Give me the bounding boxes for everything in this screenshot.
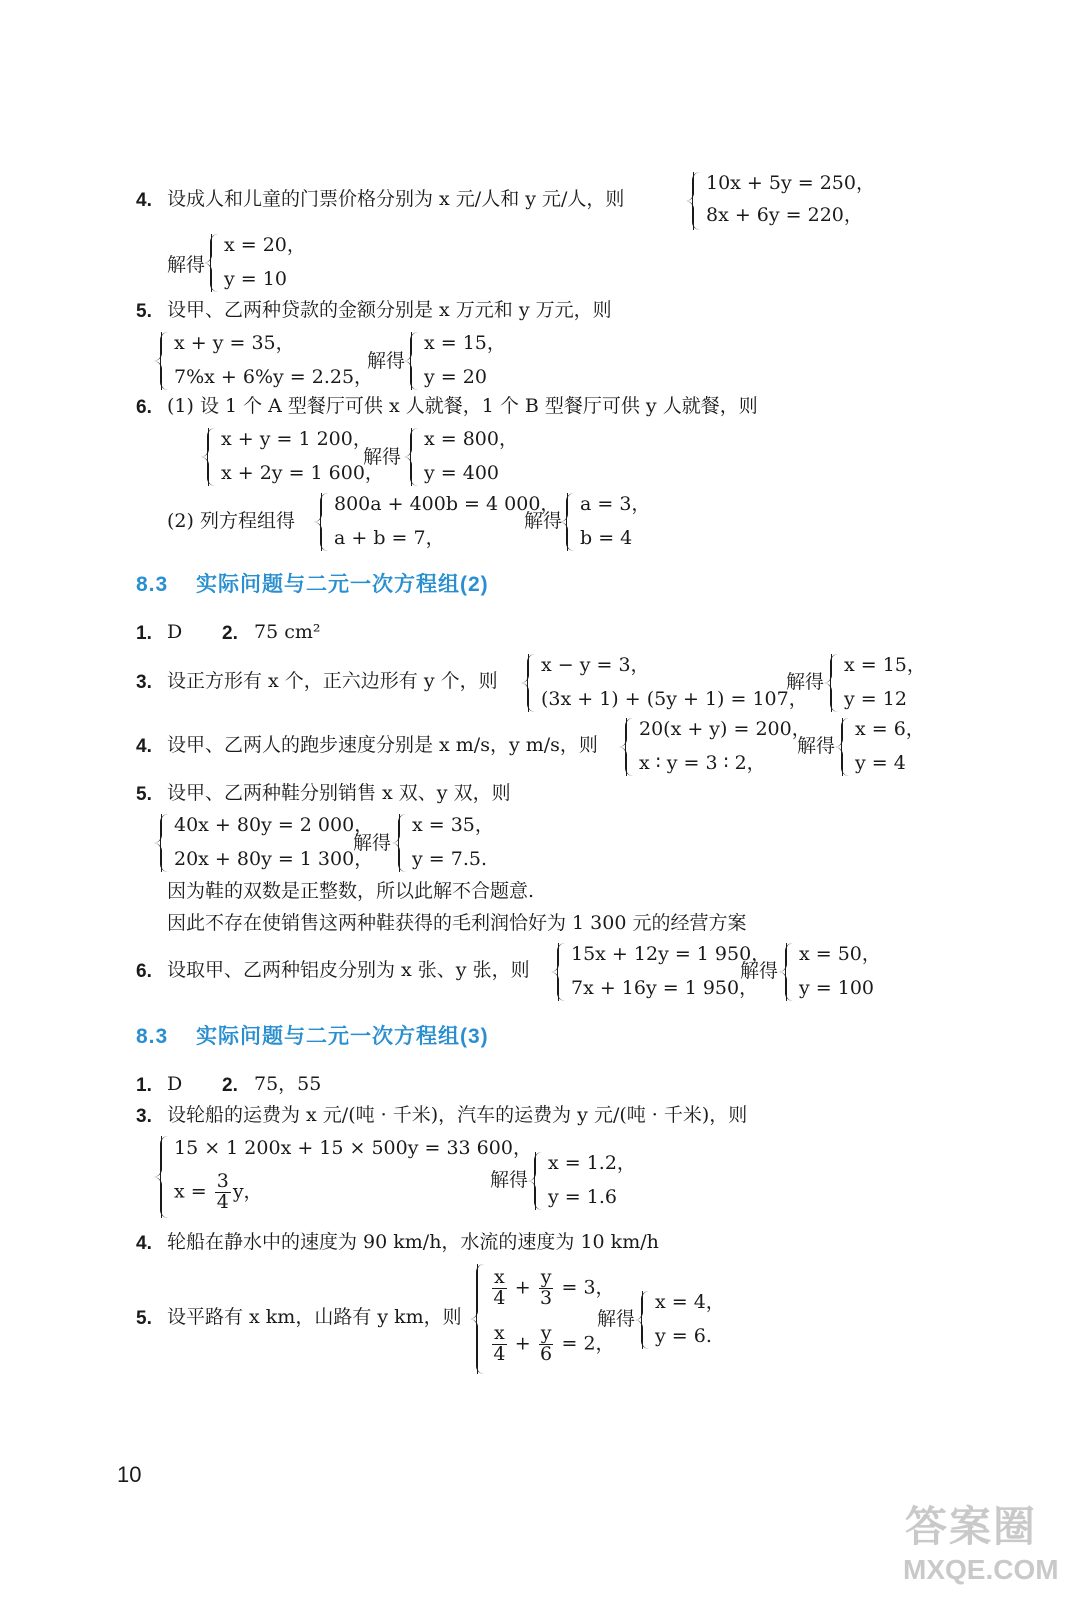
solve-label: 解得	[367, 350, 406, 372]
brace-icon	[160, 814, 169, 872]
brace-icon	[410, 332, 419, 390]
problem-6-solution-2	[566, 493, 656, 551]
solution: x = 15，	[424, 332, 506, 354]
equation: 40x + 80y = 2 000，	[174, 814, 374, 836]
solution: x = 35，	[412, 814, 494, 836]
denominator: 3	[540, 1286, 553, 1309]
answer-2-number: 2.	[222, 1075, 238, 1096]
problem-5c-number: 5.	[136, 1308, 152, 1329]
problem-4-system	[692, 172, 875, 230]
equation: 7x + 16y = 1 950，	[571, 977, 759, 999]
page-number: 10	[117, 1462, 142, 1487]
problem-5b-solution	[398, 814, 498, 872]
equation: 7%x + 6%y = 2.25，	[174, 366, 374, 388]
solve-label: 解得	[353, 832, 392, 854]
equation: 8x + 6y = 220，	[706, 204, 863, 226]
answer-1: D	[167, 1073, 183, 1095]
solution: x = 50，	[799, 943, 881, 965]
problem-5b-number: 5.	[136, 784, 152, 805]
brace-icon	[692, 172, 701, 230]
solve-label: 解得	[597, 1308, 636, 1330]
problem-6-part1-text: (1) 设 1 个 A 型餐厅可供 x 人就餐，1 个 B 型餐厅可供 y 人就餐，则	[167, 395, 758, 417]
brace-icon	[410, 428, 419, 486]
solution: x = 15，	[844, 654, 926, 676]
problem-5c-text: 设平路有 x km，山路有 y km，则	[167, 1306, 462, 1328]
equation-fraction	[490, 1268, 615, 1309]
brace-icon	[566, 493, 575, 551]
problem-3c-text: 设轮船的运费为 x 元/(吨 · 千米)，汽车的运费为 y 元/(吨 · 千米)，则	[167, 1104, 748, 1126]
numerator: y	[540, 1266, 552, 1288]
equation: x + y = 1 200，	[221, 428, 372, 450]
solve-label: 解得	[167, 254, 206, 276]
numerator: x	[494, 1322, 505, 1344]
problem-4b-number: 4.	[136, 736, 152, 757]
problem-6-number: 6.	[136, 397, 152, 418]
explanation-line-2: 因此不存在使销售这两种鞋获得的毛利润恰好为 1 300 元的经营方案	[167, 912, 747, 934]
problem-6-solution-1	[410, 428, 518, 486]
problem-4b-text: 设甲、乙两人的跑步速度分别是 x m/s，y m/s，则	[167, 734, 598, 756]
solution: b = 4	[580, 527, 633, 549]
fraction	[492, 1268, 507, 1309]
problem-5-system	[160, 332, 374, 390]
equation: 15 × 1 200x + 15 × 500y = 33 600，	[174, 1137, 532, 1159]
explanation-line-1: 因为鞋的双数是正整数，所以此解不合题意.	[167, 880, 535, 902]
solution: y = 7.5.	[412, 848, 487, 870]
problem-5c-system	[476, 1264, 615, 1374]
solution: y = 12	[844, 688, 907, 710]
equation: x ∶ y = 3 ∶ 2，	[639, 752, 766, 774]
problem-6b-text: 设取甲、乙两种铝皮分别为 x 张、y 张，则	[167, 959, 530, 981]
brace-icon	[841, 718, 850, 776]
solve-label: 解得	[740, 960, 779, 982]
answer-1-number: 1.	[136, 1075, 152, 1096]
solve-label: 解得	[797, 735, 836, 757]
problem-5-number: 5.	[136, 301, 152, 322]
plus: +	[508, 1276, 537, 1299]
brace-icon	[398, 814, 407, 872]
problem-4b-system	[625, 718, 811, 776]
problem-5-solution	[410, 332, 510, 390]
answer-1: D	[167, 621, 183, 643]
problem-4-solution	[210, 234, 310, 292]
equation: 20(x + y) = 200，	[639, 718, 811, 740]
brace-icon	[830, 654, 839, 712]
brace-icon	[527, 654, 536, 712]
solution: y = 6.	[655, 1325, 712, 1347]
problem-3-solution	[830, 654, 926, 712]
equation: 20x + 80y = 1 300，	[174, 848, 374, 870]
problem-4c-number: 4.	[136, 1233, 152, 1254]
answer-2: 75，55	[254, 1073, 322, 1095]
plus: +	[508, 1332, 537, 1355]
eq-part: y，	[232, 1180, 263, 1203]
denominator: 4	[493, 1286, 506, 1309]
problem-5c-solution	[641, 1291, 731, 1349]
problem-6b-number: 6.	[136, 961, 152, 982]
brace-icon	[785, 943, 794, 1001]
solution: x = 4，	[655, 1291, 725, 1313]
equation: a + b = 7，	[334, 527, 445, 549]
solution: y = 400	[424, 462, 499, 484]
fraction	[539, 1324, 554, 1365]
equation: 15x + 12y = 1 950，	[571, 943, 771, 965]
problem-4c-text: 轮船在静水中的速度为 90 km/h，水流的速度为 10 km/h	[167, 1231, 659, 1253]
equation-fraction	[174, 1172, 263, 1213]
brace-icon	[641, 1291, 650, 1349]
solution: y = 20	[424, 366, 487, 388]
answer-2-number: 2.	[222, 623, 238, 644]
brace-icon	[160, 1136, 169, 1218]
solution: y = 10	[224, 268, 287, 290]
problem-4-number: 4.	[136, 190, 152, 211]
eq-end: = 3，	[555, 1276, 615, 1299]
fraction	[492, 1324, 507, 1365]
equation-fraction	[490, 1324, 615, 1365]
problem-5-text: 设甲、乙两种贷款的金额分别是 x 万元和 y 万元，则	[167, 299, 612, 321]
problem-3-number: 3.	[136, 672, 152, 693]
problem-3-text: 设正方形有 x 个，正六边形有 y 个，则	[167, 670, 498, 692]
problem-5b-text: 设甲、乙两种鞋分别销售 x 双、y 双，则	[167, 782, 511, 804]
answer-2: 75 cm²	[254, 621, 321, 643]
brace-icon	[320, 493, 329, 551]
solution: y = 4	[855, 752, 906, 774]
denominator: 4	[493, 1342, 506, 1365]
brace-icon	[476, 1264, 485, 1374]
solution: x = 1.2，	[548, 1152, 636, 1174]
brace-icon	[625, 718, 634, 776]
brace-icon	[534, 1152, 543, 1210]
section-title: 实际问题与二元一次方程组(2)	[196, 573, 489, 596]
problem-6b-solution	[785, 943, 885, 1001]
brace-icon	[207, 428, 216, 486]
solution: y = 100	[799, 977, 874, 999]
equation: 800a + 400b = 4 000，	[334, 493, 560, 515]
problem-6-part2-text: (2) 列方程组得	[167, 510, 295, 532]
equation: x − y = 3，	[541, 654, 650, 676]
solve-label: 解得	[363, 446, 402, 468]
fraction	[215, 1172, 231, 1213]
solve-label: 解得	[524, 510, 563, 532]
numerator: x	[494, 1266, 505, 1288]
solve-label: 解得	[490, 1169, 529, 1191]
watermark-logo: 答案圈	[905, 1503, 1038, 1550]
problem-4b-solution	[841, 718, 925, 776]
solve-label: 解得	[786, 671, 825, 693]
problem-3c-solution	[534, 1152, 634, 1210]
equation: x + 2y = 1 600，	[221, 462, 384, 484]
solution: x = 20，	[224, 234, 306, 256]
solution: x = 6，	[855, 718, 925, 740]
answer-1-number: 1.	[136, 623, 152, 644]
solution: x = 800，	[424, 428, 518, 450]
brace-icon	[160, 332, 169, 390]
brace-icon	[557, 943, 566, 1001]
eq-part: x =	[174, 1180, 213, 1203]
brace-icon	[210, 234, 219, 292]
eq-end: = 2，	[555, 1332, 615, 1355]
solution: a = 3，	[580, 493, 651, 515]
section-number: 8.3	[136, 1025, 169, 1048]
denominator: 6	[540, 1342, 553, 1365]
equation: 10x + 5y = 250，	[706, 172, 875, 194]
problem-3c-number: 3.	[136, 1106, 152, 1127]
equation: (3x + 1) + (5y + 1) = 107，	[541, 688, 808, 710]
section-title: 实际问题与二元一次方程组(3)	[196, 1025, 489, 1048]
solution: y = 1.6	[548, 1186, 617, 1208]
watermark-url: MXQE.COM	[903, 1554, 1059, 1585]
numerator: 3	[216, 1170, 229, 1192]
numerator: y	[540, 1322, 552, 1344]
fraction	[539, 1268, 554, 1309]
denominator: 4	[216, 1190, 229, 1213]
equation: x + y = 35，	[174, 332, 295, 354]
problem-4-text: 设成人和儿童的门票价格分别为 x 元/人和 y 元/人，则	[167, 188, 625, 210]
section-number: 8.3	[136, 573, 169, 596]
